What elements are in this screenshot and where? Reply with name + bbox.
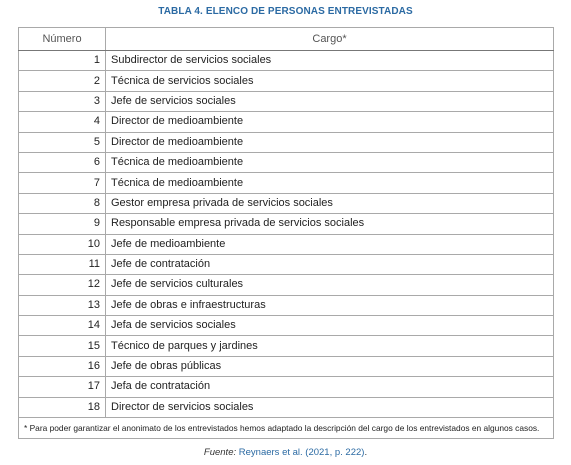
cell-numero: 5 <box>19 132 106 152</box>
table-row <box>19 336 554 356</box>
cell-numero: 18 <box>19 397 106 417</box>
cell-numero: 9 <box>19 214 106 234</box>
table-row <box>19 173 554 193</box>
cell-numero: 11 <box>19 254 106 274</box>
cell-numero: 4 <box>19 112 106 132</box>
cell-cargo: Responsable empresa privada de servicios sociales <box>106 214 554 234</box>
cell-cargo: Director de servicios sociales <box>106 397 554 417</box>
source-line <box>0 447 571 458</box>
table-header-row <box>19 28 554 51</box>
cell-cargo: Subdirector de servicios sociales <box>106 51 554 71</box>
cell-cargo: Jefe de servicios culturales <box>106 275 554 295</box>
cell-cargo: Técnico de parques y jardines <box>106 336 554 356</box>
cell-numero: 7 <box>19 173 106 193</box>
table-row <box>19 275 554 295</box>
cell-numero: 3 <box>19 91 106 111</box>
cell-numero: 17 <box>19 377 106 397</box>
cell-cargo: Jefe de obras e infraestructuras <box>106 295 554 315</box>
source-label: Fuente: <box>203 447 237 458</box>
table-row <box>19 132 554 152</box>
cell-numero: 14 <box>19 316 106 336</box>
table-row <box>19 152 554 172</box>
cell-cargo: Jefa de contratación <box>106 377 554 397</box>
table-row <box>19 71 554 91</box>
table-row <box>19 316 554 336</box>
table-body <box>19 51 554 418</box>
cell-numero: 6 <box>19 152 106 172</box>
table-row <box>19 234 554 254</box>
table-row <box>19 254 554 274</box>
table-caption: TABLA 4. ELENCO DE PERSONAS ENTREVISTADAS <box>158 6 413 17</box>
cell-cargo: Jefa de servicios sociales <box>106 316 554 336</box>
table-row <box>19 295 554 315</box>
column-header-numero: Número <box>19 28 106 51</box>
table-row <box>19 91 554 111</box>
cell-cargo: Director de medioambiente <box>106 112 554 132</box>
table-row <box>19 214 554 234</box>
table-footnote: * Para poder garantizar el anonimato de los entrevistados hemos adaptado la descripción del cargo de los entrevistados en algunos casos. <box>19 418 554 439</box>
cell-cargo: Gestor empresa privada de servicios sociales <box>106 193 554 213</box>
table-row <box>19 356 554 376</box>
cell-numero: 1 <box>19 51 106 71</box>
table-row <box>19 193 554 213</box>
table-row <box>19 377 554 397</box>
source-trailing: . <box>364 447 368 458</box>
cell-cargo: Jefe de obras públicas <box>106 356 554 376</box>
cell-numero: 10 <box>19 234 106 254</box>
cell-cargo: Técnica de medioambiente <box>106 152 554 172</box>
interviewees-table <box>18 27 554 439</box>
cell-cargo: Técnica de servicios sociales <box>106 71 554 91</box>
cell-numero: 15 <box>19 336 106 356</box>
column-header-cargo: Cargo* <box>106 28 554 51</box>
table-row <box>19 397 554 417</box>
cell-numero: 12 <box>19 275 106 295</box>
cell-numero: 16 <box>19 356 106 376</box>
source-reference-link[interactable]: Reynaers et al. (2021, p. 222) <box>238 447 365 458</box>
footnote-row <box>19 418 554 439</box>
table-row <box>19 51 554 71</box>
table-row <box>19 112 554 132</box>
cell-numero: 2 <box>19 71 106 91</box>
cell-cargo: Jefe de servicios sociales <box>106 91 554 111</box>
cell-cargo: Director de medioambiente <box>106 132 554 152</box>
cell-cargo: Jefe de contratación <box>106 254 554 274</box>
cell-numero: 13 <box>19 295 106 315</box>
cell-cargo: Técnica de medioambiente <box>106 173 554 193</box>
cell-cargo: Jefe de medioambiente <box>106 234 554 254</box>
cell-numero: 8 <box>19 193 106 213</box>
